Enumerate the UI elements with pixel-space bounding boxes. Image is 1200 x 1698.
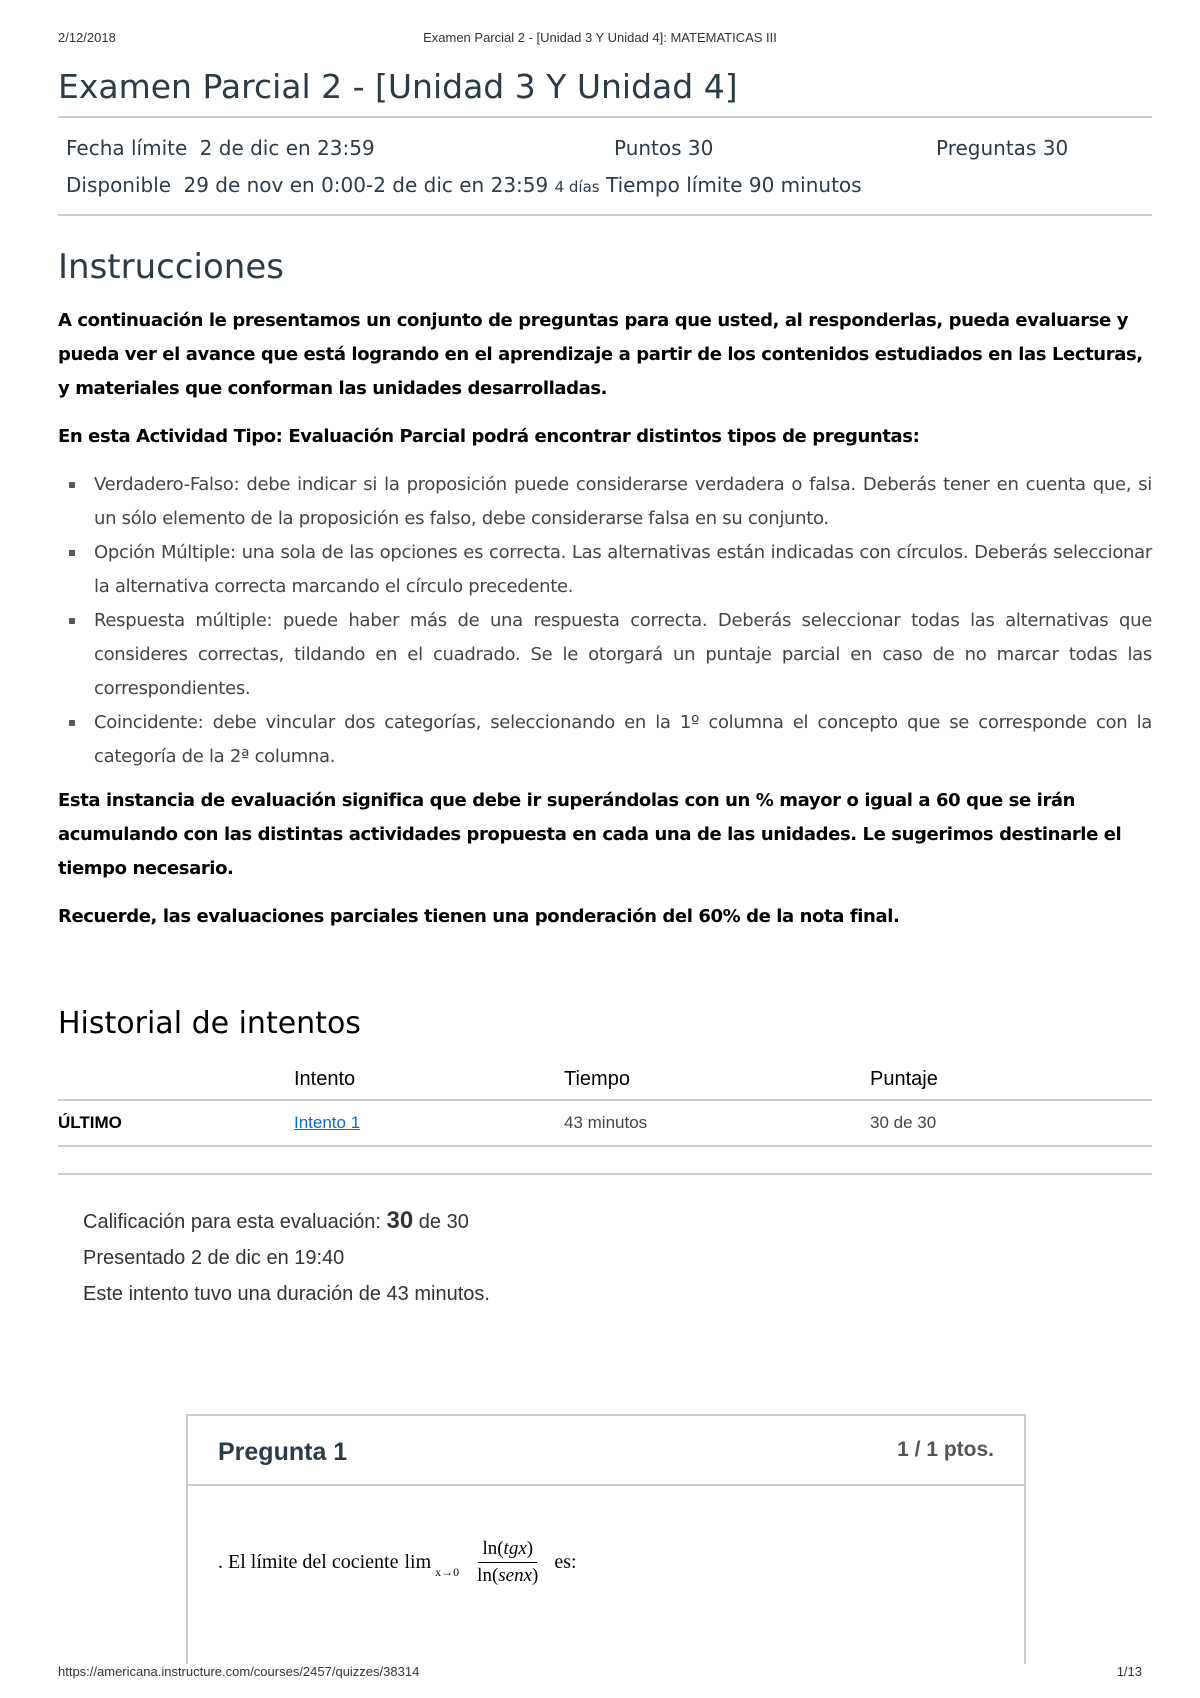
- question-types-list: [58, 468, 1152, 774]
- list-item: [58, 468, 1152, 536]
- list-item: [58, 604, 1152, 706]
- score-line: [83, 1203, 1152, 1240]
- duration-text: Este intento tuvo una duración de 43 minutos.: [83, 1283, 490, 1305]
- question-text-before: . El límite del cociente: [218, 1551, 399, 1573]
- questions-info: [936, 130, 1068, 167]
- question-text-after: es:: [554, 1551, 577, 1573]
- limit-symbol: lim: [404, 1551, 432, 1573]
- list-item-text: Opción Múltiple: una sola de las opciones es correcta. Las alternativas están indicadas con círculos. Deberás seleccionar la alternativa correcta marcando el círculo precedente.: [94, 542, 1152, 597]
- question-header: [188, 1416, 1024, 1486]
- column-header: Intento: [294, 1060, 564, 1100]
- question-body: [188, 1486, 1024, 1587]
- due-value: 2 de dic en 23:59: [199, 136, 375, 160]
- attempt-history-table: [58, 1060, 1152, 1147]
- questions-value: 30: [1042, 136, 1069, 160]
- divider: [58, 1173, 1152, 1175]
- available-days: 4 días: [554, 178, 600, 196]
- list-item-text: Verdadero-Falso: debe indicar si la proposición puede considerarse verdadera o falsa. Deberás tener en cuenta que, si un sólo elemento de la proposición es falso, debe considerarse falsa en su conjunto.: [94, 474, 1152, 529]
- threshold-text: Esta instancia de evaluación significa que debe ir superándolas con un % mayor o igual a 60 que se irán acumulando con las distintas actividades propuesta en cada una de las unidades. Le sugerimos destinarle el tiempo necesario.: [58, 790, 1122, 879]
- questions-label: Preguntas: [936, 136, 1037, 160]
- score-total: de 30: [418, 1211, 469, 1233]
- bullet-icon: [69, 550, 75, 556]
- print-date: 2/12/2018: [58, 30, 116, 45]
- quiz-details: [58, 118, 1152, 214]
- attempt-label: ÚLTIMO: [58, 1100, 294, 1146]
- print-footer: [58, 1664, 1142, 1682]
- list-item: [58, 706, 1152, 774]
- details-row-1: [66, 130, 1144, 167]
- question-points: 1 / 1 ptos.: [897, 1438, 994, 1461]
- points-info: [614, 130, 713, 167]
- attempt-cell: [294, 1100, 564, 1146]
- time-limit-value: 90 minutos: [748, 173, 862, 197]
- available-label: Disponible: [66, 173, 172, 197]
- question-card: [186, 1414, 1026, 1664]
- instructions-heading: Instrucciones: [58, 247, 284, 287]
- column-header: [58, 1060, 294, 1100]
- time-limit-label: Tiempo límite: [605, 173, 743, 197]
- attempt-summary: [58, 1203, 1152, 1312]
- column-header: Tiempo: [564, 1060, 870, 1100]
- due-label: Fecha límite: [66, 136, 188, 160]
- details-row-2: [66, 167, 1144, 204]
- print-header: [58, 30, 1142, 48]
- score-value: 30: [386, 1207, 414, 1234]
- submitted-text: Presentado 2 de dic en 19:40: [83, 1247, 345, 1269]
- question-title: Pregunta 1: [218, 1438, 348, 1466]
- main-content: [58, 62, 1152, 1312]
- page-number: 1/13: [1116, 1664, 1142, 1679]
- divider: [58, 214, 1152, 216]
- table-row: [58, 1100, 1152, 1146]
- points-label: Puntos: [614, 136, 682, 160]
- print-url: https://americana.instructure.com/courses/2457/quizzes/38314: [58, 1664, 420, 1679]
- page-title: Examen Parcial 2 - [Unidad 3 Y Unidad 4]: [58, 67, 738, 106]
- column-header: Puntaje: [870, 1060, 1152, 1100]
- denominator-function: ln(: [477, 1565, 499, 1586]
- bullet-icon: [69, 618, 75, 624]
- fraction-numerator: [478, 1538, 537, 1563]
- points-value: 30: [687, 136, 714, 160]
- fraction-denominator: [473, 1563, 542, 1587]
- print-document-title: Examen Parcial 2 - [Unidad 3 Y Unidad 4]: MATEMATICAS III: [423, 30, 777, 45]
- history-heading: Historial de intentos: [58, 1006, 361, 1041]
- instructions-body: [58, 304, 1152, 934]
- attempt-score: 30 de 30: [870, 1100, 1152, 1146]
- attempt-time: 43 minutos: [564, 1100, 870, 1146]
- limit-subscript: x→0: [435, 1565, 460, 1579]
- attempt-link[interactable]: Intento 1: [294, 1113, 361, 1132]
- instructions-intro: A continuación le presentamos un conjunto de preguntas para que usted, al responderlas, pueda evaluarse y pueda ver el avance que está logrando en el aprendizaje a partir de los contenidos estudiados en las Lecturas, y materiales que conforman las unidades desarrolladas.: [58, 310, 1143, 399]
- numerator-argument: tgx: [503, 1538, 527, 1559]
- numerator-close-paren: ): [526, 1538, 534, 1559]
- fraction: [473, 1538, 542, 1587]
- available-value: 29 de nov en 0:00-2 de dic en 23:59: [183, 173, 549, 197]
- list-item: [58, 536, 1152, 604]
- table-header-row: [58, 1060, 1152, 1100]
- score-label: Calificación para esta evaluación:: [83, 1211, 381, 1233]
- reminder-text: Recuerde, las evaluaciones parciales tienen una ponderación del 60% de la nota final.: [58, 906, 900, 927]
- denominator-argument: senx: [498, 1565, 533, 1586]
- limit-operator: [404, 1551, 460, 1579]
- numerator-function: ln(: [482, 1538, 504, 1559]
- denominator-close-paren: ): [532, 1565, 539, 1586]
- bullet-icon: [69, 482, 75, 488]
- list-item-text: Coincidente: debe vincular dos categorías, seleccionando en la 1º columna el concepto que se corresponde con la categoría de la 2ª columna.: [94, 712, 1152, 767]
- list-item-text: Respuesta múltiple: puede haber más de una respuesta correcta. Deberás seleccionar todas las alternativas que consideres correctas, tildando en el cuadrado. Se le otorgará un puntaje parcial en caso de no marcar todas las correspondientes.: [94, 610, 1152, 699]
- bullet-icon: [69, 720, 75, 726]
- question-text: [218, 1538, 1024, 1587]
- question-types-intro: En esta Actividad Tipo: Evaluación Parcial podrá encontrar distintos tipos de preguntas:: [58, 426, 920, 447]
